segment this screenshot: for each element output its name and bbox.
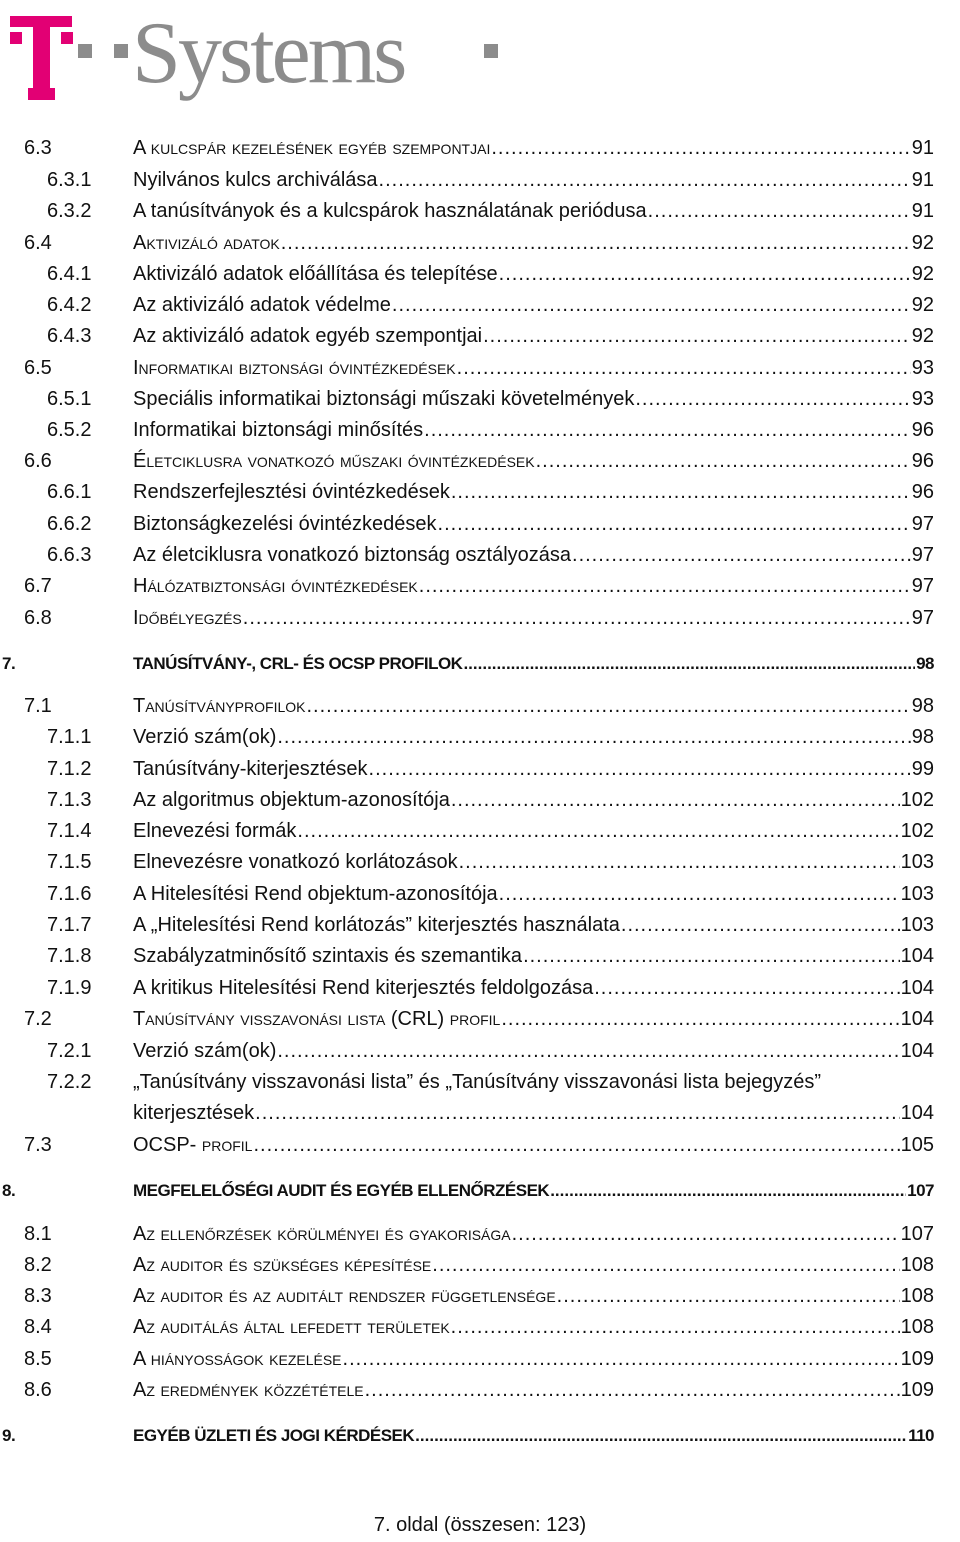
toc-entry[interactable] — [0, 259, 960, 290]
toc-entry-number: 7.1.2 — [47, 758, 92, 780]
toc-entry[interactable] — [0, 648, 960, 679]
toc-dot-leader — [648, 196, 911, 227]
toc-dot-leader — [415, 1420, 907, 1451]
toc-entry-title: Tanúsítvány visszavonási lista (CRL) profil — [133, 1008, 501, 1030]
toc-entry-title: Az auditor és az auditált rendszer függetlensége — [133, 1285, 556, 1307]
toc-entry-title: Verzió szám(ok) — [133, 1040, 277, 1062]
toc-dot-leader — [306, 691, 910, 722]
toc-entry-title: A hiányosságok kezelése — [133, 1348, 342, 1370]
toc-dot-leader — [277, 722, 910, 753]
toc-entry-title: A Hitelesítési Rend objektum-azonosítója — [133, 883, 498, 905]
toc-entry-number: 7.1.6 — [47, 883, 92, 905]
toc-entry[interactable] — [0, 1067, 960, 1129]
toc-entry-page: 103 — [900, 883, 934, 905]
toc-entry-page: 96 — [911, 450, 934, 472]
toc-entry-title: „Tanúsítvány visszavonási lista” és „Tanúsítvány visszavonási lista bejegyzés” — [133, 1071, 822, 1093]
toc-entry-page: 107 — [907, 1181, 934, 1200]
toc-entry[interactable] — [0, 1420, 960, 1451]
toc-entry-number: 6.5 — [24, 357, 52, 379]
toc-entry[interactable] — [0, 196, 960, 227]
toc-entry-page: 103 — [900, 914, 934, 936]
toc-entry-page: 104 — [900, 1008, 934, 1030]
toc-entry-page: 110 — [908, 1426, 934, 1445]
toc-entry[interactable] — [0, 446, 960, 477]
toc-entry-number: 7.1.9 — [47, 977, 92, 999]
toc-entry-number: 7.2 — [24, 1008, 52, 1030]
toc-entry-page: 103 — [900, 851, 934, 873]
toc-entry-page: 104 — [900, 945, 934, 967]
toc-dot-leader — [438, 509, 911, 540]
toc-entry[interactable] — [0, 1130, 960, 1161]
toc-entry-number: 6.7 — [24, 575, 52, 597]
toc-dot-leader — [536, 446, 911, 477]
toc-entry-page: 93 — [911, 388, 934, 410]
toc-entry-page: 92 — [911, 325, 934, 347]
toc-dot-leader — [243, 603, 911, 634]
toc-entry-page: 91 — [911, 169, 934, 191]
toc-entry-number: 8. — [2, 1181, 16, 1200]
page-footer: 7. oldal (összesen: 123) — [373, 1514, 587, 1536]
toc-entry[interactable] — [0, 415, 960, 446]
toc-entry-page: 109 — [900, 1348, 934, 1370]
toc-entry-page: 98 — [911, 726, 934, 748]
toc-entry-number: 7.1 — [24, 695, 52, 717]
toc-entry[interactable] — [0, 879, 960, 910]
toc-entry-title: Tanúsítványprofilok — [133, 695, 306, 717]
toc-entry-title: Az ellenőrzések körülményei és gyakorisága — [133, 1223, 511, 1245]
toc-entry-title: Elnevezési formák — [133, 820, 297, 842]
toc-entry-title: Szabályzatminősítő szintaxis és szemantika — [133, 945, 523, 967]
toc-entry-title: MEGFELELŐSÉGI AUDIT ÉS EGYÉB ELLENŐRZÉSEK — [133, 1181, 550, 1200]
toc-entry[interactable] — [0, 384, 960, 415]
toc-entry[interactable] — [0, 290, 960, 321]
toc-dot-leader — [501, 1004, 899, 1035]
toc-entry[interactable] — [0, 540, 960, 571]
toc-entry[interactable] — [0, 691, 960, 722]
toc-dot-leader — [255, 1098, 899, 1129]
toc-entry-number: 6.4.3 — [47, 325, 92, 347]
toc-entry[interactable] — [0, 941, 960, 972]
toc-dot-leader — [451, 1312, 900, 1343]
toc-entry-number: 9. — [2, 1426, 16, 1445]
toc-entry-page: 108 — [900, 1285, 934, 1307]
toc-dot-leader — [281, 228, 911, 259]
toc-dot-leader — [483, 321, 911, 352]
toc-entry[interactable] — [0, 1250, 960, 1281]
toc-entry-title-continuation: kiterjesztések — [133, 1102, 255, 1124]
toc-entry-page: 109 — [900, 1379, 934, 1401]
toc-entry-title: Az auditor és szükséges képesítése — [133, 1254, 432, 1276]
toc-entry-title: Az algoritmus objektum-azonosítója — [133, 789, 450, 811]
toc-dot-leader — [594, 973, 899, 1004]
toc-entry-page: 107 — [900, 1223, 934, 1245]
toc-dot-leader — [523, 941, 900, 972]
toc-entry-number: 7.3 — [24, 1134, 52, 1156]
toc-entry-number: 6.5.2 — [47, 419, 92, 441]
toc-entry-number: 6.8 — [24, 607, 52, 629]
toc-entry-page: 97 — [911, 544, 934, 566]
toc-entry-page: 92 — [911, 232, 934, 254]
toc-entry-number: 6.3.2 — [47, 200, 92, 222]
toc-entry[interactable] — [0, 1312, 960, 1343]
toc-dot-leader — [572, 540, 911, 571]
toc-entry-page: 105 — [900, 1134, 934, 1156]
toc-entry-title: Elnevezésre vonatkozó korlátozások — [133, 851, 458, 873]
toc-dot-leader — [297, 816, 899, 847]
toc-entry-page: 92 — [911, 263, 934, 285]
toc-entry-number: 6.6.1 — [47, 481, 92, 503]
toc-entry-title: Az életciklusra vonatkozó biztonság osztályozása — [133, 544, 572, 566]
toc-entry-number: 7.1.7 — [47, 914, 92, 936]
toc-dot-leader — [451, 477, 911, 508]
toc-entry-page: 96 — [911, 419, 934, 441]
toc-entry-number: 6.6.2 — [47, 513, 92, 535]
toc-entry-number: 6.6.3 — [47, 544, 92, 566]
toc-entry-title: TANÚSÍTVÁNY-, CRL- ÉS OCSP PROFILOK — [133, 654, 463, 673]
toc-entry[interactable] — [0, 571, 960, 602]
toc-dot-leader — [424, 415, 911, 446]
toc-dot-leader — [419, 571, 911, 602]
toc-entry[interactable] — [0, 1175, 960, 1206]
toc-entry-title: A „Hitelesítési Rend korlátozás” kiterjesztés használata — [133, 914, 620, 936]
toc-entry-page: 96 — [911, 481, 934, 503]
toc-entry-title: Informatikai biztonsági óvintézkedések — [133, 357, 456, 379]
toc-entry[interactable] — [0, 754, 960, 785]
toc-entry-number: 7.1.4 — [47, 820, 92, 842]
toc-entry-title: Aktivizáló adatok előállítása és telepítése — [133, 263, 498, 285]
toc-entry-number: 8.3 — [24, 1285, 52, 1307]
toc-entry-number: 8.4 — [24, 1316, 52, 1338]
toc-entry[interactable] — [0, 1036, 960, 1067]
toc-entry[interactable] — [0, 973, 960, 1004]
toc-dot-leader — [491, 133, 910, 164]
toc-dot-leader — [457, 353, 911, 384]
toc-entry-title: A tanúsítványok és a kulcspárok használatának periódusa — [133, 200, 647, 222]
toc-dot-leader — [365, 1375, 900, 1406]
toc-entry[interactable] — [0, 1004, 960, 1035]
toc-entry-number: 7.2.2 — [47, 1071, 92, 1093]
toc-dot-leader — [557, 1281, 900, 1312]
toc-entry[interactable] — [0, 1344, 960, 1375]
toc-entry[interactable] — [0, 321, 960, 352]
toc-entry[interactable] — [0, 353, 960, 384]
toc-dot-leader — [432, 1250, 899, 1281]
toc-entry-title: Időbélyegzés — [133, 607, 242, 629]
toc-entry[interactable] — [0, 1281, 960, 1312]
svg-text:Systems: Systems — [132, 6, 405, 102]
toc-entry-number: 6.4.2 — [47, 294, 92, 316]
toc-entry-page: 102 — [900, 789, 934, 811]
toc-entry-title: Verzió szám(ok) — [133, 726, 277, 748]
toc-dot-leader — [635, 384, 910, 415]
toc-entry-number: 6.3 — [24, 137, 52, 159]
toc-entry-page: 92 — [911, 294, 934, 316]
toc-entry-page: 93 — [911, 357, 934, 379]
toc-entry-number: 7.1.8 — [47, 945, 92, 967]
toc-entry-page: 104 — [900, 1040, 934, 1062]
toc-dot-leader — [379, 165, 911, 196]
toc-entry-page: 91 — [911, 137, 934, 159]
toc-entry-number: 8.2 — [24, 1254, 52, 1276]
toc-entry-title: Informatikai biztonsági minősítés — [133, 419, 424, 441]
toc-entry-page: 104 — [900, 1102, 934, 1124]
toc-entry-title: Aktivizáló adatok — [133, 232, 280, 254]
toc-entry-number: 7.1.1 — [47, 726, 92, 748]
toc-entry-title: Az auditálás által lefedett területek — [133, 1316, 450, 1338]
toc-entry-number: 7.1.3 — [47, 789, 92, 811]
toc-entry-title: OCSP- profil — [133, 1134, 253, 1156]
toc-entry-page: 108 — [900, 1316, 934, 1338]
toc-entry[interactable] — [0, 165, 960, 196]
toc-entry[interactable] — [0, 603, 960, 634]
toc-entry-title: Rendszerfejlesztési óvintézkedések — [133, 481, 450, 503]
toc-entry-number: 7.2.1 — [47, 1040, 92, 1062]
toc-entry-page: 97 — [911, 513, 934, 535]
toc-dot-leader — [253, 1130, 899, 1161]
toc-entry-number: 8.5 — [24, 1348, 52, 1370]
toc-entry-number: 6.4 — [24, 232, 52, 254]
toc-entry-number: 6.3.1 — [47, 169, 92, 191]
toc-entry-number: 8.6 — [24, 1379, 52, 1401]
toc-entry[interactable] — [0, 509, 960, 540]
toc-entry-title: Biztonságkezelési óvintézkedések — [133, 513, 437, 535]
toc-entry-page: 97 — [911, 607, 934, 629]
toc-dot-leader — [369, 754, 911, 785]
toc-entry-page: 97 — [911, 575, 934, 597]
toc-entry-number: 6.5.1 — [47, 388, 92, 410]
toc-entry-page: 98 — [911, 695, 934, 717]
toc-entry[interactable] — [0, 816, 960, 847]
toc-entry-title: Nyilvános kulcs archiválása — [133, 169, 378, 191]
toc-entry-page: 91 — [911, 200, 934, 222]
toc-dot-leader — [343, 1344, 900, 1375]
toc-entry-page: 98 — [916, 654, 934, 673]
toc-entry-number: 6.6 — [24, 450, 52, 472]
toc-entry-number: 6.4.1 — [47, 263, 92, 285]
toc-entry[interactable] — [0, 847, 960, 878]
toc-dot-leader — [392, 290, 911, 321]
toc-entry-page: 99 — [911, 758, 934, 780]
toc-entry-title: EGYÉB ÜZLETI ÉS JOGI KÉRDÉSEK — [133, 1426, 415, 1445]
toc-dot-leader — [499, 259, 911, 290]
toc-dot-leader — [499, 879, 900, 910]
toc-entry[interactable] — [0, 133, 960, 164]
toc-dot-leader — [277, 1036, 899, 1067]
toc-entry-title: A kritikus Hitelesítési Rend kiterjesztés feldolgozása — [133, 977, 594, 999]
toc-entry-page: 102 — [900, 820, 934, 842]
toc-entry-title: A kulcspár kezelésének egyéb szempontjai — [133, 137, 491, 159]
toc-entry-number: 7.1.5 — [47, 851, 92, 873]
toc-entry[interactable] — [0, 1219, 960, 1250]
toc-entry[interactable] — [0, 910, 960, 941]
toc-entry-page: 108 — [900, 1254, 934, 1276]
toc-dot-leader — [459, 847, 900, 878]
toc-entry-title: Az aktivizáló adatok egyéb szempontjai — [133, 325, 483, 347]
toc-entry-title: Életciklusra vonatkozó műszaki óvintézkedések — [133, 450, 535, 472]
toc-dot-leader — [621, 910, 900, 941]
toc-entry[interactable] — [0, 785, 960, 816]
toc-dot-leader — [512, 1219, 900, 1250]
toc-entry-number: 7. — [2, 654, 16, 673]
toc-entry[interactable] — [0, 228, 960, 259]
toc-entry-title: Az aktivizáló adatok védelme — [133, 294, 391, 316]
toc-entry[interactable] — [0, 1375, 960, 1406]
toc-dot-leader — [463, 648, 915, 679]
toc-entry[interactable] — [0, 722, 960, 753]
toc-entry[interactable] — [0, 477, 960, 508]
toc-entry-title: Speciális informatikai biztonsági műszaki követelmények — [133, 388, 635, 410]
toc-entry-title: Hálózatbiztonsági óvintézkedések — [133, 575, 418, 597]
toc-dot-leader — [550, 1175, 906, 1206]
toc-dot-leader — [451, 785, 900, 816]
toc-entry-title: Az eredmények közzététele — [133, 1379, 364, 1401]
toc-entry-title: Tanúsítvány-kiterjesztések — [133, 758, 368, 780]
toc-entry-number: 8.1 — [24, 1223, 52, 1245]
toc-entry-page: 104 — [900, 977, 934, 999]
